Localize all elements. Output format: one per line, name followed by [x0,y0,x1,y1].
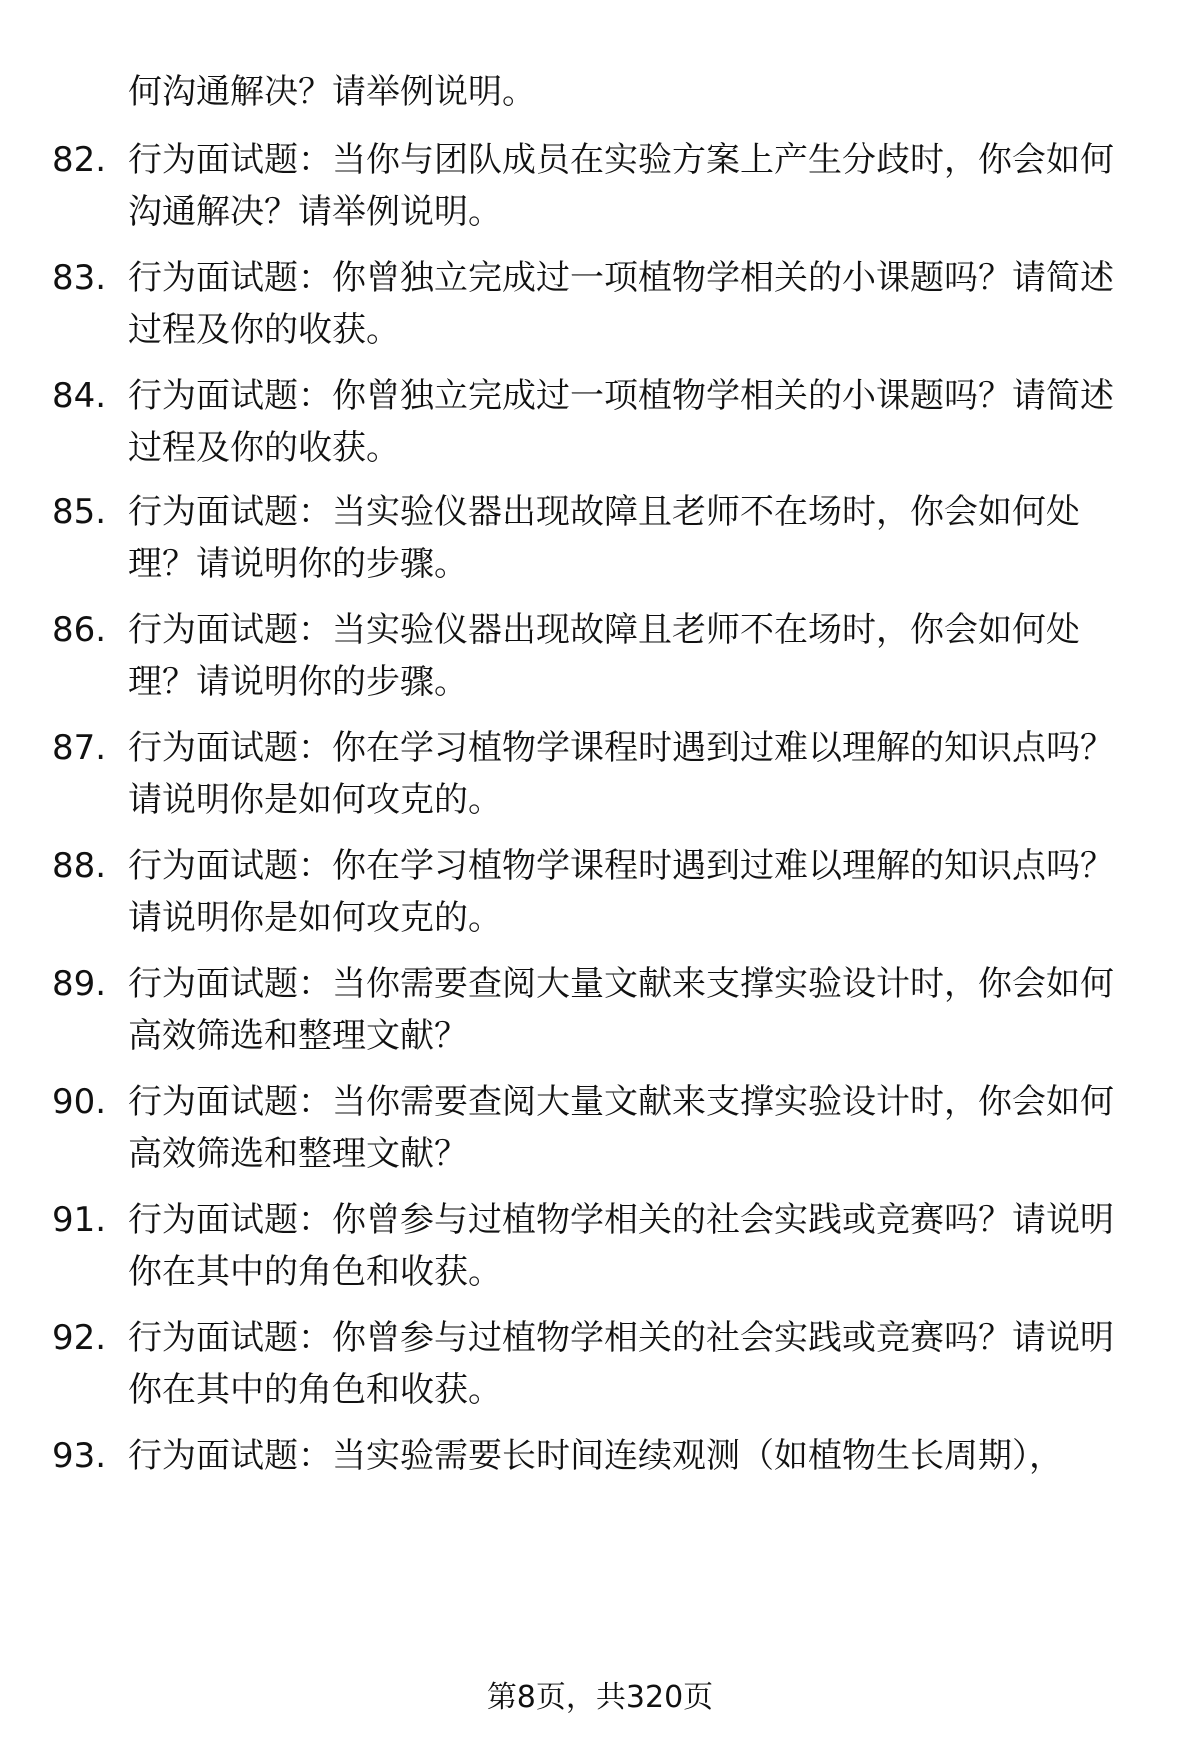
item-text: 行为面试题：当你与团队成员在实验方案上产生分歧时，你会如何沟通解决？请举例说明。 [128,140,1114,232]
item-number: 90. [52,1082,107,1122]
item-text: 行为面试题：当你需要查阅大量文献来支撑实验设计时，你会如何高效筛选和整理文献？ [128,1082,1114,1174]
item-number: 85. [52,492,107,532]
item-text: 行为面试题：你在学习植物学课程时遇到过难以理解的知识点吗？请说明你是如何攻克的。 [128,846,1114,938]
item-text: 行为面试题：当你需要查阅大量文献来支撑实验设计时，你会如何高效筛选和整理文献？ [128,964,1114,1056]
item-number: 89. [52,964,107,1004]
item-text: 行为面试题：当实验仪器出现故障且老师不在场时，你会如何处理？请说明你的步骤。 [128,610,1080,702]
item-number: 84. [52,376,107,416]
continuation-text: 何沟通解决？请举例说明。 [128,72,536,112]
item-number: 87. [52,728,107,768]
item-text: 行为面试题：当实验仪器出现故障且老师不在场时，你会如何处理？请说明你的步骤。 [128,492,1080,584]
item-text: 行为面试题：当实验需要长时间连续观测（如植物生长周期）， [128,1436,1063,1476]
item-text: 行为面试题：你曾参与过植物学相关的社会实践或竞赛吗？请说明你在其中的角色和收获。 [128,1200,1114,1292]
item-text: 行为面试题：你在学习植物学课程时遇到过难以理解的知识点吗？请说明你是如何攻克的。 [128,728,1114,820]
item-number: 91. [52,1200,107,1240]
page-number-footer: 第8页，共320页 [486,1680,714,1715]
item-number: 82. [52,140,107,180]
item-text: 行为面试题：你曾独立完成过一项植物学相关的小课题吗？请简述过程及你的收获。 [128,376,1114,468]
item-number: 88. [52,846,107,886]
item-text: 行为面试题：你曾独立完成过一项植物学相关的小课题吗？请简述过程及你的收获。 [128,258,1114,350]
item-number: 93. [52,1436,107,1476]
item-number: 92. [52,1318,107,1358]
item-number: 86. [52,610,107,650]
item-text: 行为面试题：你曾参与过植物学相关的社会实践或竞赛吗？请说明你在其中的角色和收获。 [128,1318,1114,1410]
item-number: 83. [52,258,107,298]
